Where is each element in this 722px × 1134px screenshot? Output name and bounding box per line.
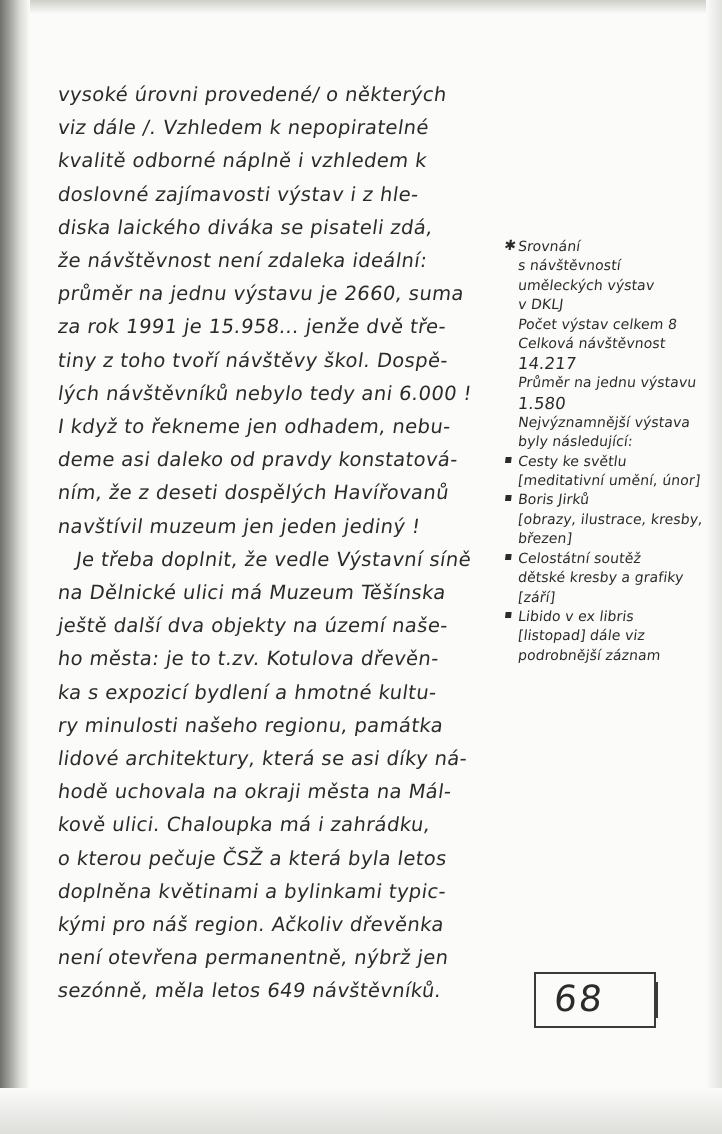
margin-note-line (517, 472, 715, 491)
margin-note-line (517, 335, 715, 354)
margin-note-text: Libido v ex libris (517, 608, 635, 625)
margin-note-line (517, 277, 715, 296)
text-line: viz dále /. Vzhledem k nepopiratelné (56, 116, 431, 140)
margin-note-line (517, 433, 715, 452)
book-gutter-shadow (0, 0, 30, 1134)
margin-note-text: Nejvýznamnější výstava (517, 414, 692, 431)
margin-note-text: Průměr na jednu výstavu (517, 375, 698, 392)
square-bullet-icon (505, 495, 512, 501)
margin-note-line (517, 647, 715, 666)
margin-note-line (517, 608, 715, 627)
text-line: ry minulosti našeho regionu, památka (56, 713, 445, 737)
star-icon: ✱ (503, 238, 518, 254)
margin-note-line (517, 257, 715, 276)
margin-note-line (503, 238, 715, 257)
main-text-column (58, 78, 510, 1008)
margin-note-line (517, 296, 715, 315)
square-bullet-icon (505, 554, 512, 560)
text-line: doslovné zajímavosti výstav i z hle- (56, 182, 421, 206)
margin-note-line (517, 530, 715, 549)
text-line: za rok 1991 je 15.958... jenže dvě tře- (56, 315, 448, 339)
margin-note-text: uměleckých výstav (517, 277, 656, 294)
text-line: navštívil muzeum jen jeden jediný ! (56, 514, 422, 538)
margin-note-text: 14.217 (516, 354, 578, 374)
margin-note-text: [meditativní umění, únor] (517, 473, 702, 490)
text-line: ním, že z deseti dospělých Havířovanů (56, 481, 451, 505)
margin-note-text: Boris Jirků (517, 492, 591, 509)
text-line: na Dělnické ulici má Muzeum Těšínska (56, 581, 448, 605)
text-line: o kterou pečuje ČSŽ a která byla letos (56, 846, 449, 870)
square-bullet-icon (505, 457, 512, 463)
margin-note-line (517, 569, 715, 588)
margin-note-text: v DKLJ (517, 297, 565, 314)
text-line: deme asi daleko od pravdy konstatová- (56, 448, 460, 472)
text-line: kově ulici. Chaloupka má i zahrádku, (56, 813, 433, 837)
margin-note-text: Počet výstav celkem 8 (517, 316, 679, 333)
text-line: tiny z toho tvoří návštěvy škol. Dospě- (56, 348, 450, 372)
margin-note-line (517, 394, 715, 414)
margin-note-line (517, 354, 715, 374)
text-line: sezónně, měla letos 649 návštěvníků. (56, 979, 444, 1003)
text-line: I když to řekneme jen odhadem, nebu- (56, 415, 453, 439)
margin-note-text: [září] (517, 589, 557, 606)
margin-note-line (517, 374, 715, 393)
margin-note-text: Srovnání (517, 239, 582, 255)
margin-note-line (517, 491, 715, 510)
margin-note-line (517, 316, 715, 335)
margin-note-text: podrobnější záznam (517, 647, 662, 664)
page-edge-top-shadow (0, 0, 722, 14)
text-line: ho města: je to t.zv. Kotulova dřevěn- (56, 647, 441, 671)
text-line: lidové architektury, která se asi díky ná- (56, 747, 469, 771)
margin-note-text: 1.580 (516, 393, 567, 413)
margin-note-text: [obrazy, ilustrace, kresby, (517, 511, 704, 528)
text-line: doplněna květinami a bylinkami typic- (56, 879, 448, 903)
margin-note-text: dětské kresby a grafiky (517, 570, 685, 587)
text-line: kými pro náš region. Ačkoliv dřevěnka (56, 913, 446, 937)
text-line: kvalitě odborné náplně i vzhledem k (56, 149, 429, 173)
margin-note-text: Celková návštěvnost (517, 336, 667, 353)
text-line: diska laického diváka se pisateli zdá, (56, 215, 435, 239)
text-line: že návštěvnost není zdaleka ideální: (56, 249, 429, 273)
margin-note-text: Cesty ke světlu (517, 453, 628, 470)
margin-note-line (517, 511, 715, 530)
page-edge-bottom-shadow (0, 1088, 722, 1134)
margin-note-line (517, 627, 715, 646)
text-line: ještě další dva objekty na území naše- (56, 614, 450, 638)
text-line: není otevřena permanentně, nýbrž jen (56, 946, 451, 970)
text-line: vysoké úrovni provedené/ o některých (56, 83, 449, 106)
text-line: ka s expozicí bydlení a hmotné kultu- (56, 680, 439, 704)
margin-note-text: [listopad] dále viz (517, 628, 646, 645)
margin-note-column (503, 238, 714, 666)
text-line: průměr na jednu výstavu je 2660, suma (56, 282, 466, 306)
square-bullet-icon (505, 612, 512, 618)
margin-note-line (517, 550, 715, 569)
margin-note-text: březen] (517, 531, 574, 548)
text-line: hodě uchovala na okraji města na Mál- (56, 780, 454, 804)
margin-note-line (517, 589, 715, 608)
margin-note-line (517, 453, 715, 472)
margin-note-text: s návštěvností (517, 258, 622, 275)
page-number: 68 (551, 979, 607, 1020)
text-line: lých návštěvníků nebylo tedy ani 6.000 ! (56, 381, 474, 405)
margin-note-line (517, 414, 715, 433)
margin-note-text: Celostátní soutěž (517, 550, 642, 567)
page-number-box (534, 972, 656, 1028)
text-line: Je třeba doplnit, že vedle Výstavní síně (74, 547, 473, 571)
margin-note-text: byly následující: (517, 434, 634, 451)
